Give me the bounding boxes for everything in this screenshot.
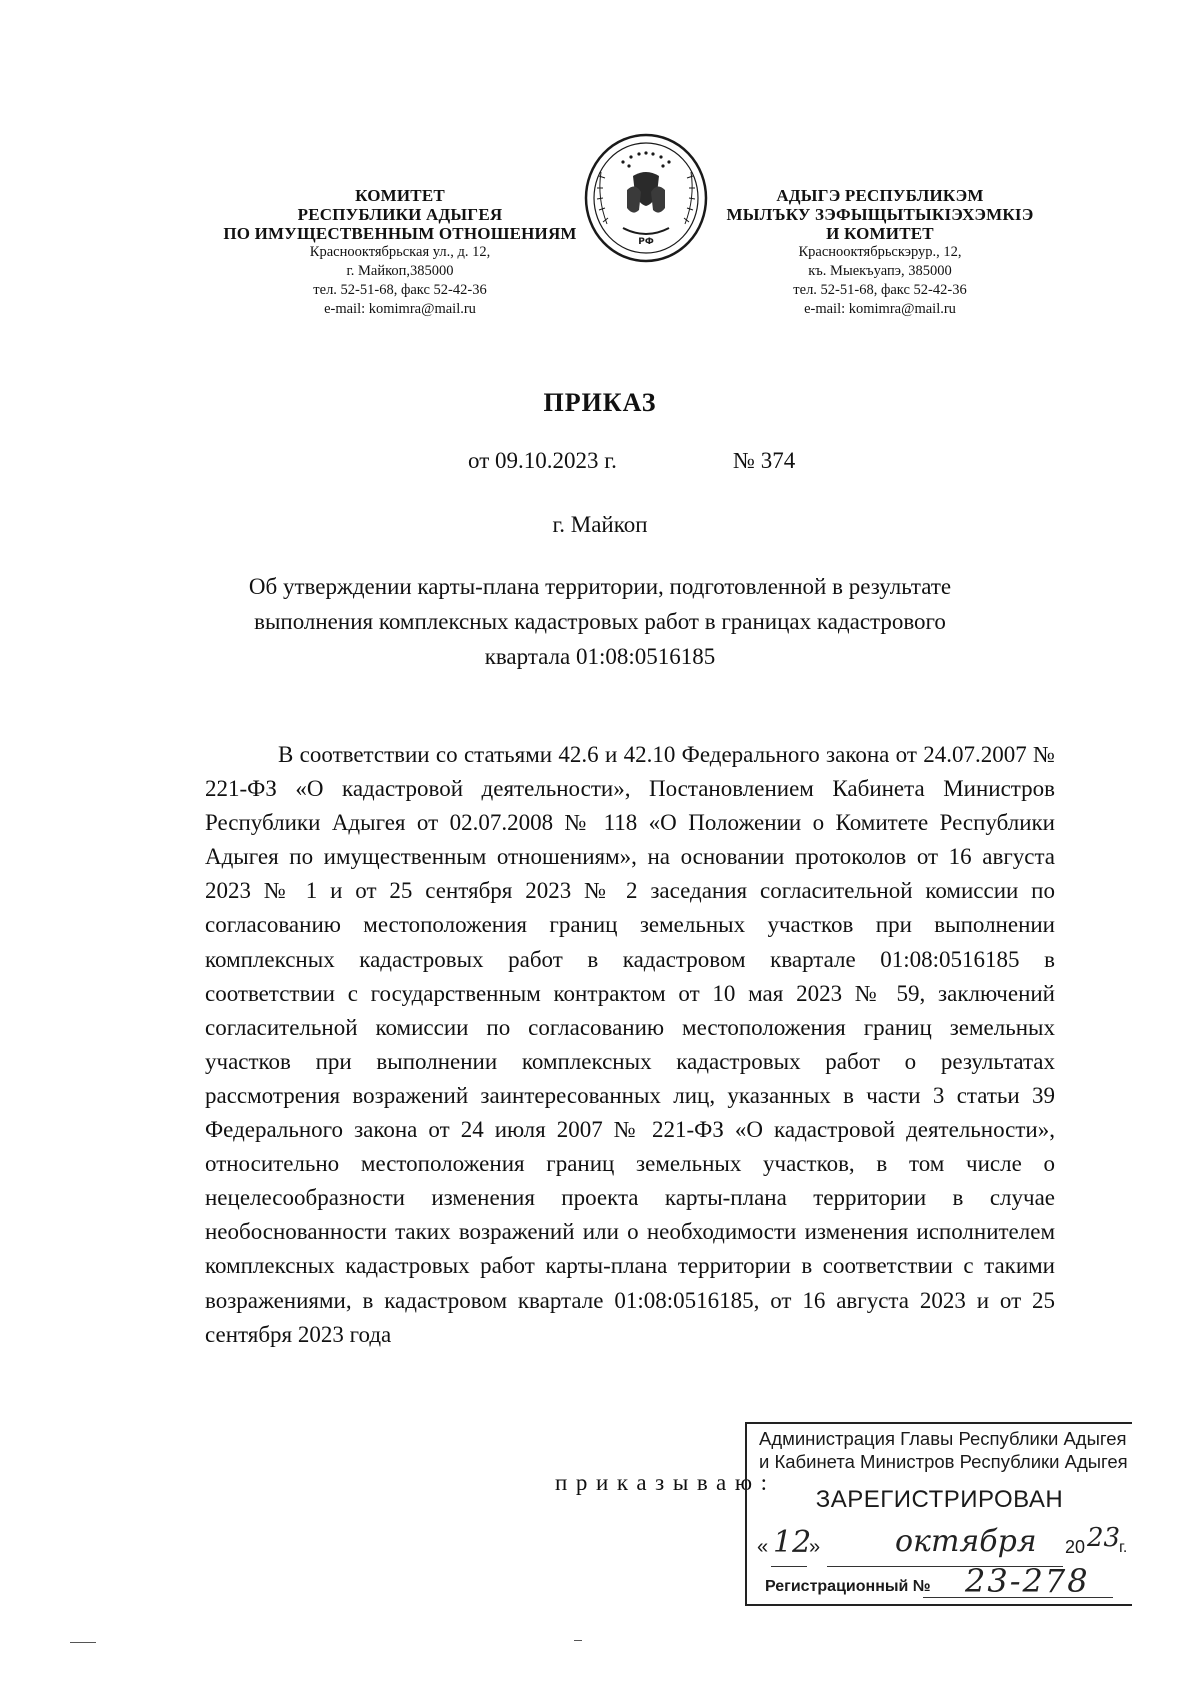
emblem-seal-text: РФ — [638, 237, 654, 247]
stamp-reg-underline — [923, 1597, 1113, 1598]
document-body: В соответствии со статьями 42.6 и 42.10 Федерального закона от 24.07.2007 № 221-ФЗ «О кадастровой деятельности», Постановлением Кабинета Министров Республики Адыгея от 02.07.2008 № 118 «О Положении о Комитете Республики Адыгея по имущественным отношениям», на основании протоколов от 16 августа 2023 № 1 и от 25 сентября 2023 № 2 заседания согласительной комиссии по согласованию местоположения границ земельных участков при выполнении комплексных кадастровых работ в кадастровом квартале 01:08:0516185 в соответствии с государственным контрактом от 10 мая 2023 № 59, заключений согласительной комиссии по согласованию местоположения границ земельных участков при выполнении комплексных кадастровых работ о результатах рассмотрения возражений заинтересованных лиц, указанных в части 3 статьи 39 Федерального закона от 24 июля 2007 № 221-ФЗ «О кадастровой деятельности», относительно местоположения границ земельных участков, в том числе о нецелесообразности изменения проекта карты-плана территории в случае необоснованности таких возражений или о необходимости изменения исполнителем комплексных кадастровых работ карты-плана территории в соответствии с такими возражениями, в кадастровом квартале 01:08:0516185, от 16 августа 2023 и от 25 сентября 2023 года — [205, 742, 1055, 1347]
stamp-quote-open: « — [757, 1536, 769, 1558]
org-name-line2: РЕСПУБЛИКИ АДЫГЕЯ — [297, 205, 503, 224]
stamp-org-line1: Администрация Главы Республики Адыгея — [759, 1428, 1127, 1449]
phone-line: тел. 52-51-68, факс 52-42-36 — [313, 282, 487, 298]
stamp-reg-label: Регистрационный № — [765, 1578, 931, 1595]
stamp-year-suffix: 23 — [1087, 1523, 1121, 1553]
footer-mark-left — [70, 1642, 96, 1643]
subject-line: выполнения комплексных кадастровых работ в границах кадастрового — [254, 609, 946, 634]
order-word: приказываю: — [555, 1470, 776, 1495]
org-name-line3: ПО ИМУЩЕСТВЕННЫМ ОТНОШЕНИЯМ — [223, 224, 577, 243]
org-name-line1: АДЫГЭ РЕСПУБЛИКЭМ — [776, 186, 984, 205]
stamp-org-line2: и Кабинета Министров Республики Адыгея — [759, 1451, 1128, 1472]
stamp-month: октября — [895, 1524, 1037, 1559]
document-city: г. Майкоп — [552, 512, 648, 537]
registration-stamp — [745, 1422, 1132, 1606]
stamp-day: 12 — [773, 1525, 812, 1560]
address-line1: Краснооктябрьскэрур., 12, — [798, 244, 962, 260]
stamp-registered-label: ЗАРЕГИСТРИРОВАН — [815, 1486, 1064, 1513]
org-name-line1: КОМИТЕТ — [355, 186, 445, 205]
address-line1: Краснооктябрьская ул., д. 12, — [309, 244, 491, 260]
address-line2: г. Майкоп,385000 — [346, 263, 454, 279]
subject-line: квартала 01:08:0516185 — [484, 644, 716, 669]
stamp-reg-number: 23-278 — [965, 1562, 1090, 1600]
footer-mark-center — [574, 1640, 582, 1641]
document-number: № 374 — [733, 448, 796, 473]
stamp-quote-close: » — [809, 1536, 821, 1558]
org-name-line2: МЫЛЪКУ ЗЭФЫЩЫТЫКIЭХЭМКIЭ — [726, 205, 1034, 224]
document-subject — [0, 569, 1200, 674]
header-left — [200, 186, 600, 319]
phone-line: тел. 52-51-68, факс 52-42-36 — [793, 282, 967, 298]
org-name-line3: И КОМИТЕТ — [826, 224, 934, 243]
address-line2: къ. Мыекъуапэ, 385000 — [808, 263, 952, 279]
stamp-year-unit: г. — [1119, 1539, 1128, 1556]
document-title: ПРИКАЗ — [543, 388, 657, 417]
header-right — [715, 186, 1045, 319]
email-line: e-mail: komimra@mail.ru — [324, 301, 476, 317]
document-date: от 09.10.2023 г. — [468, 448, 617, 473]
stamp-year-prefix: 20 — [1065, 1537, 1086, 1557]
stamp-day-underline — [771, 1566, 807, 1567]
subject-line: Об утверждении карты-плана территории, подготовленной в результате — [248, 574, 952, 599]
coat-of-arms-icon — [583, 132, 709, 264]
email-line: e-mail: komimra@mail.ru — [804, 301, 956, 317]
